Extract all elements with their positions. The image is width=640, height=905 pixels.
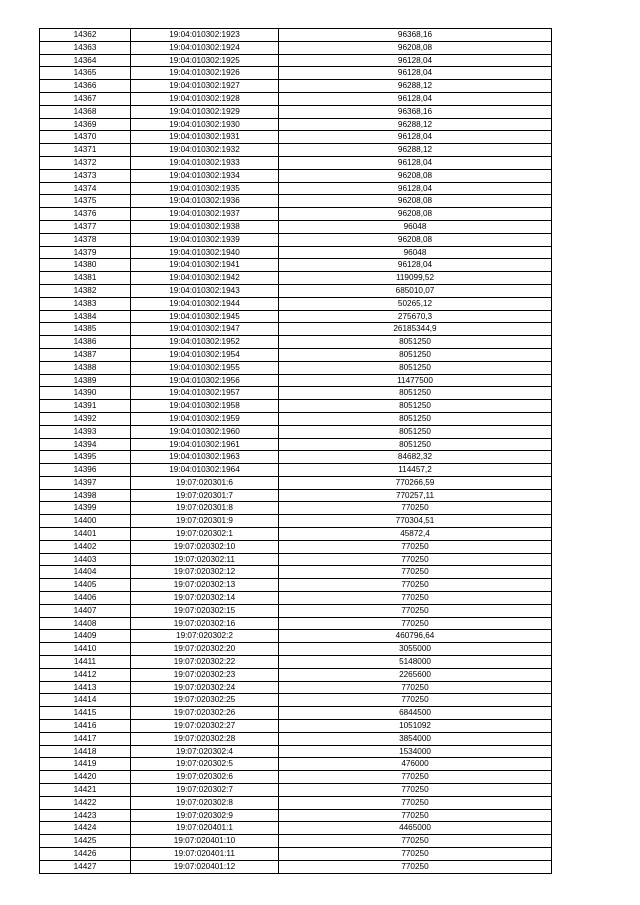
row-number-cell: 14363 — [40, 41, 131, 54]
table-row — [40, 630, 552, 643]
table-row — [40, 796, 552, 809]
table-row — [40, 694, 552, 707]
value-cell: 8051250 — [279, 336, 552, 349]
table-row — [40, 412, 552, 425]
value-cell: 770250 — [279, 784, 552, 797]
cadastral-value-table — [39, 28, 552, 874]
table-row — [40, 29, 552, 42]
cadastral-number-cell: 19:04:010302:1927 — [131, 80, 279, 93]
table-row — [40, 553, 552, 566]
row-number-cell: 14391 — [40, 400, 131, 413]
cadastral-number-cell: 19:07:020301:9 — [131, 515, 279, 528]
cadastral-number-cell: 19:04:010302:1943 — [131, 284, 279, 297]
cadastral-number-cell: 19:04:010302:1940 — [131, 246, 279, 259]
row-number-cell: 14379 — [40, 246, 131, 259]
table-row — [40, 323, 552, 336]
value-cell: 4465000 — [279, 822, 552, 835]
cadastral-number-cell: 19:07:020302:26 — [131, 707, 279, 720]
cadastral-number-cell: 19:04:010302:1945 — [131, 310, 279, 323]
value-cell: 770250 — [279, 681, 552, 694]
table-row — [40, 720, 552, 733]
value-cell: 770250 — [279, 592, 552, 605]
value-cell: 476000 — [279, 758, 552, 771]
row-number-cell: 14377 — [40, 220, 131, 233]
table-row — [40, 246, 552, 259]
row-number-cell: 14394 — [40, 438, 131, 451]
row-number-cell: 14388 — [40, 361, 131, 374]
row-number-cell: 14373 — [40, 169, 131, 182]
table-row — [40, 656, 552, 669]
row-number-cell: 14375 — [40, 195, 131, 208]
value-cell: 96128,04 — [279, 259, 552, 272]
cadastral-number-cell: 19:04:010302:1939 — [131, 233, 279, 246]
row-number-cell: 14414 — [40, 694, 131, 707]
cadastral-number-cell: 19:07:020301:6 — [131, 476, 279, 489]
table-row — [40, 476, 552, 489]
cadastral-number-cell: 19:07:020302:2 — [131, 630, 279, 643]
row-number-cell: 14396 — [40, 464, 131, 477]
row-number-cell: 14369 — [40, 118, 131, 131]
table-row — [40, 502, 552, 515]
row-number-cell: 14384 — [40, 310, 131, 323]
cadastral-number-cell: 19:04:010302:1942 — [131, 272, 279, 285]
row-number-cell: 14378 — [40, 233, 131, 246]
row-number-cell: 14398 — [40, 489, 131, 502]
value-cell: 8051250 — [279, 412, 552, 425]
table-row — [40, 284, 552, 297]
cadastral-number-cell: 19:04:010302:1931 — [131, 131, 279, 144]
cadastral-number-cell: 19:04:010302:1937 — [131, 208, 279, 221]
row-number-cell: 14376 — [40, 208, 131, 221]
cadastral-number-cell: 19:07:020301:7 — [131, 489, 279, 502]
row-number-cell: 14416 — [40, 720, 131, 733]
row-number-cell: 14370 — [40, 131, 131, 144]
row-number-cell: 14382 — [40, 284, 131, 297]
cadastral-number-cell: 19:04:010302:1925 — [131, 54, 279, 67]
cadastral-number-cell: 19:07:020302:20 — [131, 643, 279, 656]
cadastral-number-cell: 19:07:020302:24 — [131, 681, 279, 694]
cadastral-number-cell: 19:07:020401:12 — [131, 860, 279, 873]
table-row — [40, 771, 552, 784]
row-number-cell: 14412 — [40, 668, 131, 681]
cadastral-number-cell: 19:04:010302:1934 — [131, 169, 279, 182]
table-row — [40, 144, 552, 157]
row-number-cell: 14386 — [40, 336, 131, 349]
value-cell: 770250 — [279, 502, 552, 515]
cadastral-number-cell: 19:07:020302:22 — [131, 656, 279, 669]
row-number-cell: 14413 — [40, 681, 131, 694]
cadastral-number-cell: 19:07:020302:5 — [131, 758, 279, 771]
value-cell: 770250 — [279, 617, 552, 630]
row-number-cell: 14385 — [40, 323, 131, 336]
table-row — [40, 489, 552, 502]
table-row — [40, 195, 552, 208]
value-cell: 96128,04 — [279, 182, 552, 195]
value-cell: 770250 — [279, 809, 552, 822]
row-number-cell: 14409 — [40, 630, 131, 643]
table-body — [40, 29, 552, 874]
row-number-cell: 14368 — [40, 105, 131, 118]
cadastral-number-cell: 19:04:010302:1944 — [131, 297, 279, 310]
row-number-cell: 14364 — [40, 54, 131, 67]
value-cell: 96048 — [279, 246, 552, 259]
row-number-cell: 14421 — [40, 784, 131, 797]
cadastral-number-cell: 19:04:010302:1960 — [131, 425, 279, 438]
cadastral-number-cell: 19:04:010302:1959 — [131, 412, 279, 425]
value-cell: 8051250 — [279, 387, 552, 400]
cadastral-number-cell: 19:04:010302:1964 — [131, 464, 279, 477]
cadastral-number-cell: 19:04:010302:1955 — [131, 361, 279, 374]
value-cell: 3854000 — [279, 732, 552, 745]
cadastral-number-cell: 19:04:010302:1956 — [131, 374, 279, 387]
cadastral-number-cell: 19:04:010302:1932 — [131, 144, 279, 157]
value-cell: 96368,16 — [279, 105, 552, 118]
table-row — [40, 438, 552, 451]
cadastral-number-cell: 19:04:010302:1941 — [131, 259, 279, 272]
table-row — [40, 579, 552, 592]
value-cell: 96128,04 — [279, 131, 552, 144]
value-cell: 8051250 — [279, 361, 552, 374]
value-cell: 770250 — [279, 848, 552, 861]
cadastral-number-cell: 19:07:020302:1 — [131, 528, 279, 541]
row-number-cell: 14405 — [40, 579, 131, 592]
cadastral-number-cell: 19:04:010302:1933 — [131, 156, 279, 169]
value-cell: 96208,08 — [279, 208, 552, 221]
row-number-cell: 14427 — [40, 860, 131, 873]
value-cell: 96048 — [279, 220, 552, 233]
row-number-cell: 14366 — [40, 80, 131, 93]
cadastral-number-cell: 19:04:010302:1958 — [131, 400, 279, 413]
cadastral-number-cell: 19:04:010302:1957 — [131, 387, 279, 400]
cadastral-number-cell: 19:07:020302:28 — [131, 732, 279, 745]
cadastral-number-cell: 19:04:010302:1924 — [131, 41, 279, 54]
value-cell: 96128,04 — [279, 54, 552, 67]
table-row — [40, 131, 552, 144]
table-row — [40, 745, 552, 758]
row-number-cell: 14411 — [40, 656, 131, 669]
value-cell: 96208,08 — [279, 233, 552, 246]
row-number-cell: 14408 — [40, 617, 131, 630]
value-cell: 770250 — [279, 771, 552, 784]
row-number-cell: 14381 — [40, 272, 131, 285]
row-number-cell: 14390 — [40, 387, 131, 400]
cadastral-number-cell: 19:04:010302:1923 — [131, 29, 279, 42]
table-row — [40, 758, 552, 771]
value-cell: 770250 — [279, 694, 552, 707]
row-number-cell: 14401 — [40, 528, 131, 541]
row-number-cell: 14393 — [40, 425, 131, 438]
row-number-cell: 14406 — [40, 592, 131, 605]
cadastral-number-cell: 19:07:020302:15 — [131, 604, 279, 617]
cadastral-number-cell: 19:07:020301:8 — [131, 502, 279, 515]
table-row — [40, 822, 552, 835]
value-cell: 460796,64 — [279, 630, 552, 643]
row-number-cell: 14417 — [40, 732, 131, 745]
value-cell: 5148000 — [279, 656, 552, 669]
row-number-cell: 14403 — [40, 553, 131, 566]
value-cell: 8051250 — [279, 438, 552, 451]
cadastral-number-cell: 19:07:020302:23 — [131, 668, 279, 681]
row-number-cell: 14400 — [40, 515, 131, 528]
table-row — [40, 425, 552, 438]
value-cell: 685010,07 — [279, 284, 552, 297]
table-row — [40, 348, 552, 361]
value-cell: 770304,51 — [279, 515, 552, 528]
table-row — [40, 400, 552, 413]
value-cell: 770257,11 — [279, 489, 552, 502]
table-row — [40, 540, 552, 553]
value-cell: 96288,12 — [279, 80, 552, 93]
table-row — [40, 310, 552, 323]
cadastral-number-cell: 19:07:020302:7 — [131, 784, 279, 797]
table-row — [40, 169, 552, 182]
value-cell: 770250 — [279, 553, 552, 566]
value-cell: 770250 — [279, 835, 552, 848]
table-row — [40, 515, 552, 528]
value-cell: 96128,04 — [279, 156, 552, 169]
value-cell: 114457,2 — [279, 464, 552, 477]
value-cell: 275670,3 — [279, 310, 552, 323]
value-cell: 96288,12 — [279, 144, 552, 157]
cadastral-number-cell: 19:04:010302:1963 — [131, 451, 279, 464]
value-cell: 770250 — [279, 540, 552, 553]
table-row — [40, 566, 552, 579]
cadastral-number-cell: 19:07:020401:10 — [131, 835, 279, 848]
cadastral-number-cell: 19:07:020302:11 — [131, 553, 279, 566]
table-row — [40, 451, 552, 464]
table-row — [40, 67, 552, 80]
cadastral-number-cell: 19:07:020302:10 — [131, 540, 279, 553]
value-cell: 96208,08 — [279, 41, 552, 54]
row-number-cell: 14389 — [40, 374, 131, 387]
value-cell: 8051250 — [279, 400, 552, 413]
cadastral-number-cell: 19:04:010302:1961 — [131, 438, 279, 451]
cadastral-number-cell: 19:07:020302:14 — [131, 592, 279, 605]
value-cell: 8051250 — [279, 348, 552, 361]
value-cell: 770250 — [279, 860, 552, 873]
cadastral-number-cell: 19:07:020302:25 — [131, 694, 279, 707]
table-row — [40, 259, 552, 272]
value-cell: 26185344,9 — [279, 323, 552, 336]
row-number-cell: 14397 — [40, 476, 131, 489]
cadastral-number-cell: 19:07:020302:8 — [131, 796, 279, 809]
row-number-cell: 14407 — [40, 604, 131, 617]
value-cell: 84682,32 — [279, 451, 552, 464]
table-row — [40, 784, 552, 797]
value-cell: 2265600 — [279, 668, 552, 681]
value-cell: 45872,4 — [279, 528, 552, 541]
table-row — [40, 643, 552, 656]
table-row — [40, 528, 552, 541]
table-row — [40, 617, 552, 630]
value-cell: 96128,04 — [279, 92, 552, 105]
table-row — [40, 707, 552, 720]
cadastral-number-cell: 19:07:020302:6 — [131, 771, 279, 784]
table-row — [40, 208, 552, 221]
table-row — [40, 272, 552, 285]
value-cell: 1051092 — [279, 720, 552, 733]
table-row — [40, 41, 552, 54]
row-number-cell: 14426 — [40, 848, 131, 861]
row-number-cell: 14372 — [40, 156, 131, 169]
row-number-cell: 14380 — [40, 259, 131, 272]
value-cell: 8051250 — [279, 425, 552, 438]
table-row — [40, 105, 552, 118]
value-cell: 119099,52 — [279, 272, 552, 285]
row-number-cell: 14402 — [40, 540, 131, 553]
cadastral-number-cell: 19:07:020302:16 — [131, 617, 279, 630]
value-cell: 6844500 — [279, 707, 552, 720]
cadastral-number-cell: 19:07:020302:4 — [131, 745, 279, 758]
table-row — [40, 118, 552, 131]
table-row — [40, 336, 552, 349]
value-cell: 96368,16 — [279, 29, 552, 42]
value-cell: 770250 — [279, 604, 552, 617]
value-cell: 96288,12 — [279, 118, 552, 131]
row-number-cell: 14365 — [40, 67, 131, 80]
cadastral-number-cell: 19:04:010302:1936 — [131, 195, 279, 208]
value-cell: 50265,12 — [279, 297, 552, 310]
value-cell: 770250 — [279, 796, 552, 809]
table-row — [40, 220, 552, 233]
value-cell: 1534000 — [279, 745, 552, 758]
table-row — [40, 681, 552, 694]
value-cell: 770250 — [279, 566, 552, 579]
row-number-cell: 14419 — [40, 758, 131, 771]
cadastral-number-cell: 19:04:010302:1947 — [131, 323, 279, 336]
row-number-cell: 14374 — [40, 182, 131, 195]
row-number-cell: 14395 — [40, 451, 131, 464]
table-row — [40, 297, 552, 310]
table-row — [40, 80, 552, 93]
value-cell: 96208,08 — [279, 169, 552, 182]
cadastral-number-cell: 19:04:010302:1938 — [131, 220, 279, 233]
cadastral-number-cell: 19:07:020302:12 — [131, 566, 279, 579]
row-number-cell: 14362 — [40, 29, 131, 42]
row-number-cell: 14420 — [40, 771, 131, 784]
value-cell: 96128,04 — [279, 67, 552, 80]
table-row — [40, 592, 552, 605]
table-row — [40, 835, 552, 848]
row-number-cell: 14387 — [40, 348, 131, 361]
row-number-cell: 14399 — [40, 502, 131, 515]
cadastral-number-cell: 19:04:010302:1954 — [131, 348, 279, 361]
value-cell: 770266,59 — [279, 476, 552, 489]
table-row — [40, 809, 552, 822]
table-row — [40, 668, 552, 681]
row-number-cell: 14424 — [40, 822, 131, 835]
row-number-cell: 14383 — [40, 297, 131, 310]
row-number-cell: 14367 — [40, 92, 131, 105]
table-row — [40, 464, 552, 477]
table-row — [40, 860, 552, 873]
table-row — [40, 604, 552, 617]
cadastral-number-cell: 19:04:010302:1952 — [131, 336, 279, 349]
table-row — [40, 92, 552, 105]
row-number-cell: 14392 — [40, 412, 131, 425]
value-cell: 96208,08 — [279, 195, 552, 208]
cadastral-number-cell: 19:07:020302:9 — [131, 809, 279, 822]
cadastral-number-cell: 19:04:010302:1928 — [131, 92, 279, 105]
cadastral-number-cell: 19:04:010302:1935 — [131, 182, 279, 195]
value-cell: 3055000 — [279, 643, 552, 656]
cadastral-number-cell: 19:07:020302:27 — [131, 720, 279, 733]
cadastral-number-cell: 19:04:010302:1929 — [131, 105, 279, 118]
row-number-cell: 14425 — [40, 835, 131, 848]
row-number-cell: 14371 — [40, 144, 131, 157]
table-row — [40, 182, 552, 195]
cadastral-number-cell: 19:07:020401:11 — [131, 848, 279, 861]
row-number-cell: 14415 — [40, 707, 131, 720]
table-row — [40, 387, 552, 400]
row-number-cell: 14423 — [40, 809, 131, 822]
cadastral-number-cell: 19:07:020401:1 — [131, 822, 279, 835]
row-number-cell: 14422 — [40, 796, 131, 809]
table-row — [40, 374, 552, 387]
table-row — [40, 233, 552, 246]
cadastral-number-cell: 19:04:010302:1930 — [131, 118, 279, 131]
table-row — [40, 732, 552, 745]
row-number-cell: 14404 — [40, 566, 131, 579]
table-row — [40, 361, 552, 374]
row-number-cell: 14418 — [40, 745, 131, 758]
cadastral-number-cell: 19:04:010302:1926 — [131, 67, 279, 80]
row-number-cell: 14410 — [40, 643, 131, 656]
cadastral-number-cell: 19:07:020302:13 — [131, 579, 279, 592]
table-row — [40, 54, 552, 67]
table-row — [40, 848, 552, 861]
table-row — [40, 156, 552, 169]
value-cell: 770250 — [279, 579, 552, 592]
value-cell: 11477500 — [279, 374, 552, 387]
